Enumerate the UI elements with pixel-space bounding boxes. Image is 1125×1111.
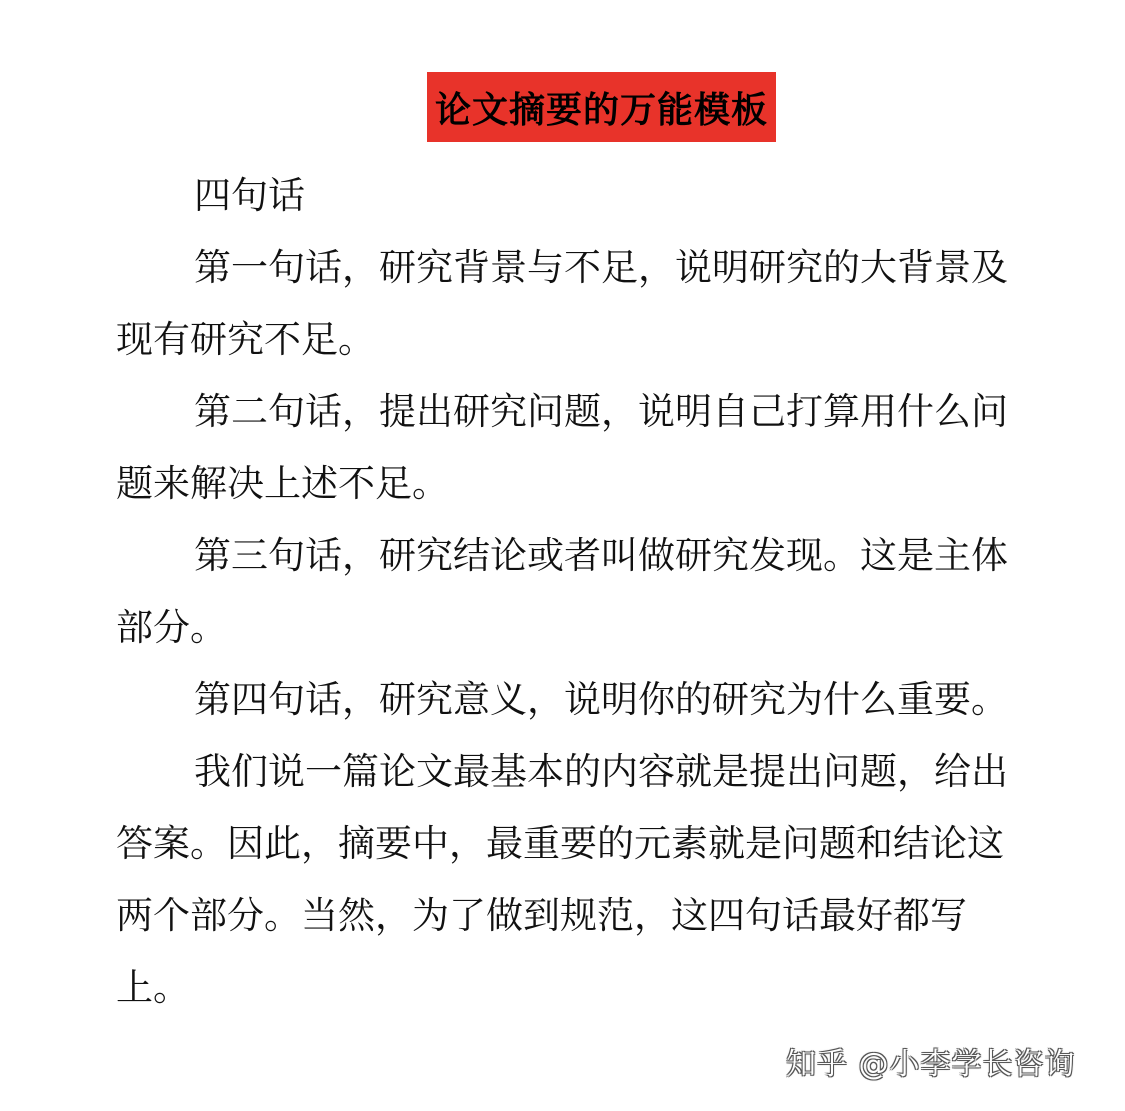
paragraph-heading: 四句话: [194, 174, 305, 217]
paragraph-sentence-one: 第一句话，研究背景与不足，说明研究的大背景及现有研究不足。: [116, 246, 1008, 361]
document-title: 论文摘要的万能模板: [427, 72, 776, 142]
paragraph-summary: 我们说一篇论文最基本的内容就是提出问题，给出答案。因此，摘要中，最重要的元素就是问题和结论这两个部分。当然，为了做到规范，这四句话最好都写上。: [116, 750, 1008, 1009]
paragraph-sentence-three: 第三句话，研究结论或者叫做研究发现。这是主体部分。: [116, 534, 1008, 649]
document-body: [116, 160, 1016, 1024]
paragraph-sentence-four: 第四句话，研究意义，说明你的研究为什么重要。: [194, 678, 1008, 721]
paragraph-sentence-two: 第二句话，提出研究问题，说明自己打算用什么问题来解决上述不足。: [116, 390, 1008, 505]
zhihu-watermark: 知乎 @小李学长咨询: [786, 1047, 1076, 1082]
